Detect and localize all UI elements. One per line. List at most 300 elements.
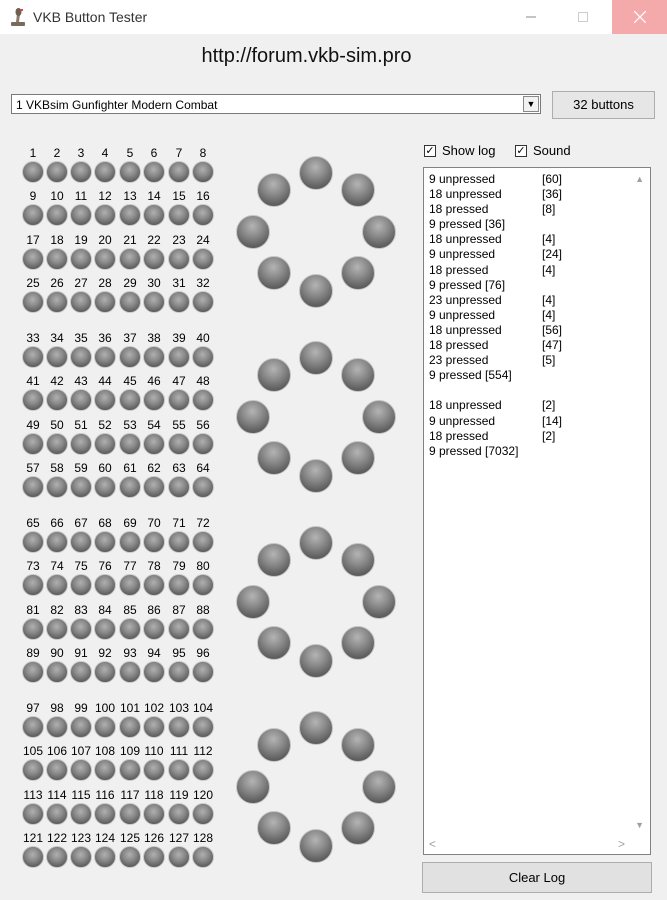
button-indicator: [168, 204, 190, 226]
hat-direction-indicator: [362, 215, 396, 249]
button-indicator: [143, 803, 165, 825]
button-indicator: [46, 346, 68, 368]
device-select[interactable]: [11, 94, 541, 114]
button-number-label: 100: [94, 701, 116, 715]
button-indicator: [168, 476, 190, 498]
button-number-label: 66: [50, 516, 64, 530]
log-list: [429, 172, 563, 459]
hat-direction-indicator: [341, 811, 375, 845]
clear-log-button[interactable]: Clear Log: [422, 862, 652, 893]
button-indicator: [143, 161, 165, 183]
close-button[interactable]: [612, 0, 667, 34]
button-indicator: [143, 204, 165, 226]
log-entry-text: 18 unpressed: [429, 187, 502, 202]
button-number-label: 53: [123, 417, 137, 432]
button-indicator: [46, 759, 68, 781]
button-indicator: [168, 248, 190, 270]
button-number-label: 92: [98, 645, 112, 660]
button-number-label: 99: [74, 701, 88, 715]
button-number-label: 60: [98, 460, 112, 475]
button-number-label: 103: [168, 701, 190, 715]
button-indicator: [143, 759, 165, 781]
button-indicator: [143, 661, 165, 683]
hat-direction-indicator: [299, 459, 333, 493]
button-indicator: [143, 574, 165, 596]
log-entry-value: [4]: [542, 262, 556, 277]
buttons-count-button[interactable]: 32 buttons: [552, 91, 655, 119]
button-indicator: [168, 389, 190, 411]
button-indicator: [22, 846, 44, 868]
button-indicator: [70, 248, 92, 270]
button-number-label: 2: [53, 146, 61, 160]
button-number-label: 30: [147, 275, 161, 290]
button-number-label: 128: [192, 830, 214, 845]
sound-checkbox[interactable]: [515, 143, 571, 158]
button-number-label: 97: [26, 701, 40, 715]
log-entry-value: [4]: [542, 232, 556, 247]
log-entry: [429, 413, 563, 429]
button-indicator: [192, 389, 214, 411]
button-indicator: [119, 291, 141, 313]
button-indicator: [94, 661, 116, 683]
button-indicator: [46, 476, 68, 498]
button-number-label: 37: [123, 331, 137, 345]
button-indicator: [46, 661, 68, 683]
button-number-label: 31: [172, 275, 186, 290]
button-indicator: [22, 661, 44, 683]
hat-direction-indicator: [299, 341, 333, 375]
button-indicator: [119, 803, 141, 825]
button-number-label: 95: [172, 645, 186, 660]
button-indicator: [143, 346, 165, 368]
log-entry: [429, 383, 518, 398]
log-entry-text: 18 unpressed: [429, 232, 502, 247]
button-indicator: [119, 161, 141, 183]
hat-direction-indicator: [257, 173, 291, 207]
button-indicator: [119, 661, 141, 683]
button-indicator: [94, 759, 116, 781]
button-indicator: [94, 346, 116, 368]
log-entry-text: 9 unpressed: [429, 307, 496, 322]
button-indicator: [168, 661, 190, 683]
log-entry: [429, 292, 556, 308]
button-number-label: 42: [50, 374, 64, 389]
button-number-label: 74: [50, 559, 64, 574]
button-indicator: [22, 433, 44, 455]
button-indicator: [143, 248, 165, 270]
log-entry: [429, 428, 556, 444]
button-indicator: [70, 618, 92, 640]
button-indicator: [70, 433, 92, 455]
button-indicator: [94, 618, 116, 640]
scroll-up-icon[interactable]: ▲: [635, 174, 644, 184]
hat-direction-indicator: [362, 770, 396, 804]
button-indicator: [119, 618, 141, 640]
forum-url: http://forum.vkb-sim.pro: [201, 45, 412, 67]
button-number-label: 3: [77, 146, 85, 160]
button-indicator: [46, 204, 68, 226]
log-panel[interactable]: [423, 167, 651, 855]
button-number-label: 116: [95, 787, 115, 802]
log-entry-value: [24]: [542, 247, 563, 262]
button-indicator: [22, 574, 44, 596]
button-number-label: 13: [123, 189, 137, 204]
sound-label: Sound: [533, 143, 571, 158]
button-indicator: [119, 531, 141, 553]
button-number-label: 84: [98, 602, 112, 617]
button-indicator: [168, 846, 190, 868]
button-indicator: [192, 846, 214, 868]
button-number-label: 64: [196, 460, 210, 475]
log-entry: [429, 353, 556, 368]
checkmark-icon: ✓: [516, 144, 526, 157]
button-indicator: [22, 204, 44, 226]
show-log-label: Show log: [442, 143, 496, 158]
button-indicator: [94, 433, 116, 455]
dropdown-arrow-icon[interactable]: ▼: [523, 96, 539, 112]
button-indicator: [46, 531, 68, 553]
button-indicator: [119, 204, 141, 226]
button-number-label: 55: [172, 417, 186, 432]
button-number-label: 18: [50, 232, 64, 247]
button-number-label: 51: [74, 417, 88, 432]
button-indicator: [70, 661, 92, 683]
log-entry-text: 18 unpressed: [429, 322, 502, 337]
button-number-label: 86: [147, 602, 161, 617]
button-number-label: 65: [26, 516, 40, 530]
log-entry-text: 18 pressed: [429, 338, 489, 353]
button-indicator: [192, 161, 214, 183]
button-indicator: [70, 531, 92, 553]
button-indicator: [168, 291, 190, 313]
checkmark-icon: ✓: [425, 144, 435, 157]
button-indicator: [70, 574, 92, 596]
button-indicator: [143, 716, 165, 738]
button-indicator: [70, 204, 92, 226]
button-indicator: [192, 759, 214, 781]
button-number-label: 15: [172, 189, 186, 204]
button-number-label: 25: [26, 275, 40, 290]
button-indicator: [168, 803, 190, 825]
button-indicator: [22, 618, 44, 640]
hat-direction-indicator: [299, 526, 333, 560]
button-number-label: 22: [147, 232, 161, 247]
hat-direction-indicator: [362, 585, 396, 619]
hat-direction-indicator: [341, 626, 375, 660]
button-indicator: [119, 346, 141, 368]
button-number-label: 107: [70, 744, 92, 759]
log-entry-value: [2]: [542, 428, 556, 443]
log-entry-text: 9 pressed [76]: [429, 277, 506, 292]
button-number-label: 81: [26, 602, 40, 617]
button-number-label: 24: [196, 232, 210, 247]
log-entry: [429, 398, 556, 413]
button-indicator: [46, 248, 68, 270]
button-number-label: 41: [26, 374, 40, 389]
hat-direction-indicator: [257, 256, 291, 290]
button-number-label: 49: [26, 417, 40, 432]
button-indicator: [94, 574, 116, 596]
log-entry: [429, 202, 556, 217]
button-number-label: 40: [196, 331, 210, 345]
button-number-label: 120: [192, 787, 214, 802]
log-entry-value: [56]: [542, 322, 563, 337]
maximize-icon: [578, 12, 588, 22]
close-icon: [634, 11, 646, 23]
scroll-down-icon[interactable]: ▼: [635, 820, 644, 830]
hat-direction-indicator: [257, 441, 291, 475]
button-number-label: 29: [123, 275, 137, 290]
button-number-label: 106: [46, 744, 68, 759]
button-indicator: [22, 531, 44, 553]
button-indicator: [192, 346, 214, 368]
button-indicator: [119, 248, 141, 270]
log-entry: [429, 247, 563, 262]
button-indicator: [46, 716, 68, 738]
button-number-label: 61: [123, 460, 137, 475]
hat-direction-indicator: [257, 543, 291, 577]
log-entry: [429, 232, 556, 247]
button-number-label: 124: [94, 830, 116, 845]
button-number-label: 39: [172, 331, 186, 345]
hat-direction-indicator: [236, 215, 270, 249]
hat-direction-indicator: [341, 173, 375, 207]
button-number-label: 16: [196, 189, 210, 204]
button-number-label: 72: [196, 516, 210, 530]
hat-direction-indicator: [257, 626, 291, 660]
button-indicator: [168, 759, 190, 781]
log-entry-text: 18 unpressed: [429, 398, 502, 413]
button-indicator: [168, 433, 190, 455]
button-indicator: [168, 346, 190, 368]
button-number-label: 4: [101, 146, 109, 160]
button-number-label: 21: [123, 232, 137, 247]
button-number-label: 94: [147, 645, 161, 660]
button-number-label: 56: [196, 417, 210, 432]
button-number-label: 36: [98, 331, 112, 345]
button-indicator: [168, 574, 190, 596]
button-number-label: 50: [50, 417, 64, 432]
button-number-label: 1: [29, 146, 37, 160]
button-indicator: [46, 846, 68, 868]
button-number-label: 111: [169, 744, 189, 759]
button-number-label: 12: [98, 189, 112, 204]
button-indicator: [168, 716, 190, 738]
button-indicator: [192, 618, 214, 640]
button-number-label: 101: [119, 701, 141, 715]
button-number-label: 63: [172, 460, 186, 475]
button-number-label: 123: [70, 830, 92, 845]
log-entry-text: 9 unpressed: [429, 172, 496, 186]
log-entry-value: [14]: [542, 413, 563, 428]
log-entry-value: [2]: [542, 398, 556, 413]
hat-direction-indicator: [299, 829, 333, 863]
button-indicator: [192, 574, 214, 596]
log-entry-text: 18 pressed: [429, 202, 489, 217]
button-number-label: 52: [98, 417, 112, 432]
button-indicator: [94, 803, 116, 825]
hat-direction-indicator: [362, 400, 396, 434]
log-entry: [429, 444, 518, 459]
log-entry: [429, 307, 556, 323]
log-entry: [429, 187, 563, 202]
button-number-label: 23: [172, 232, 186, 247]
hat-direction-indicator: [257, 358, 291, 392]
button-indicator: [94, 248, 116, 270]
button-indicator: [143, 476, 165, 498]
log-entry: [429, 368, 518, 383]
button-number-label: 105: [22, 744, 44, 759]
button-number-label: 38: [147, 331, 161, 345]
scroll-right-icon[interactable]: >: [617, 837, 625, 851]
button-indicator: [70, 291, 92, 313]
button-indicator: [119, 716, 141, 738]
button-number-label: 125: [119, 830, 141, 845]
button-indicator: [70, 161, 92, 183]
button-number-label: 67: [74, 516, 88, 530]
button-number-label: 83: [74, 602, 88, 617]
button-indicator: [22, 716, 44, 738]
minimize-button[interactable]: [508, 0, 554, 34]
log-entry-value: [8]: [542, 202, 556, 217]
button-indicator: [192, 716, 214, 738]
hat-direction-indicator: [257, 811, 291, 845]
button-indicator: [143, 291, 165, 313]
button-number-label: 45: [123, 374, 137, 389]
button-indicator: [119, 476, 141, 498]
button-number-label: 11: [74, 189, 88, 204]
hat-direction-indicator: [341, 358, 375, 392]
button-indicator: [46, 433, 68, 455]
button-number-label: 6: [150, 146, 158, 160]
hat-direction-indicator: [299, 711, 333, 745]
button-indicator: [46, 161, 68, 183]
button-indicator: [168, 161, 190, 183]
hat-direction-indicator: [236, 585, 270, 619]
log-entry: [429, 338, 563, 353]
log-entry: [429, 278, 518, 293]
button-indicator: [70, 803, 92, 825]
button-number-label: 87: [172, 602, 186, 617]
button-indicator: [70, 846, 92, 868]
button-indicator: [94, 476, 116, 498]
button-indicator: [192, 204, 214, 226]
button-indicator: [143, 531, 165, 553]
button-indicator: [119, 759, 141, 781]
button-number-label: 62: [147, 460, 161, 475]
hat-direction-indicator: [236, 770, 270, 804]
log-entry-text: 23 pressed: [429, 353, 489, 368]
button-number-label: 79: [172, 559, 186, 574]
button-indicator: [22, 759, 44, 781]
log-entry: [429, 217, 518, 232]
button-indicator: [22, 291, 44, 313]
button-indicator: [168, 531, 190, 553]
hat-direction-indicator: [236, 400, 270, 434]
show-log-checkbox[interactable]: [424, 143, 495, 158]
button-indicator: [143, 618, 165, 640]
button-number-label: 7: [175, 146, 183, 160]
button-number-label: 58: [50, 460, 64, 475]
button-indicator: [22, 248, 44, 270]
log-entry-value: [4]: [542, 292, 556, 307]
button-indicator: [70, 716, 92, 738]
button-number-label: 8: [199, 146, 207, 160]
button-number-label: 10: [50, 189, 64, 204]
minimize-icon: [526, 12, 536, 22]
button-number-label: 96: [196, 645, 210, 660]
button-indicator: [70, 389, 92, 411]
button-indicator: [192, 531, 214, 553]
button-number-label: 117: [120, 787, 140, 802]
button-indicator: [119, 574, 141, 596]
button-indicator: [192, 661, 214, 683]
log-entry-value: [60]: [542, 172, 563, 186]
log-entry: [429, 172, 563, 187]
button-indicator: [46, 803, 68, 825]
button-indicator: [70, 346, 92, 368]
button-number-label: 34: [50, 331, 64, 345]
log-entry: [429, 322, 563, 338]
button-indicator: [46, 618, 68, 640]
button-indicator: [94, 204, 116, 226]
maximize-button[interactable]: [560, 0, 606, 34]
hat-direction-indicator: [341, 441, 375, 475]
button-number-label: 33: [26, 331, 40, 345]
button-number-label: 59: [74, 460, 88, 475]
button-indicator: [192, 476, 214, 498]
log-entry-value: [4]: [542, 307, 556, 322]
button-indicator: [168, 618, 190, 640]
title-bar: [0, 0, 667, 34]
button-number-label: 77: [123, 559, 137, 574]
button-indicator: [143, 846, 165, 868]
button-indicator: [192, 248, 214, 270]
button-indicator: [70, 476, 92, 498]
button-number-label: 32: [196, 275, 210, 290]
hat-direction-indicator: [299, 644, 333, 678]
button-number-label: 57: [26, 460, 40, 475]
button-indicator: [22, 476, 44, 498]
hat-direction-indicator: [299, 156, 333, 190]
button-number-label: 115: [71, 787, 91, 802]
button-number-label: 20: [98, 232, 112, 247]
log-entry-value: [36]: [542, 187, 563, 202]
button-number-label: 48: [196, 374, 210, 389]
button-number-label: 27: [74, 275, 88, 290]
button-number-label: 88: [196, 602, 210, 617]
button-indicator: [94, 846, 116, 868]
joystick-icon: [10, 7, 26, 27]
log-entry-text: 18 pressed: [429, 428, 489, 443]
button-number-label: 47: [172, 374, 186, 389]
hat-direction-indicator: [299, 274, 333, 308]
button-number-label: 85: [123, 602, 137, 617]
button-indicator: [192, 803, 214, 825]
button-number-label: 90: [50, 645, 64, 660]
button-number-label: 5: [126, 146, 134, 160]
button-number-label: 71: [172, 516, 186, 530]
button-indicator: [94, 716, 116, 738]
log-entry-text: 9 pressed [7032]: [429, 443, 519, 458]
button-number-label: 82: [50, 602, 64, 617]
button-indicator: [119, 846, 141, 868]
button-indicator: [119, 389, 141, 411]
scroll-left-icon[interactable]: <: [429, 837, 437, 851]
log-entry-text: 9 pressed [554]: [429, 368, 512, 383]
log-entry: [429, 262, 556, 278]
button-indicator: [70, 759, 92, 781]
